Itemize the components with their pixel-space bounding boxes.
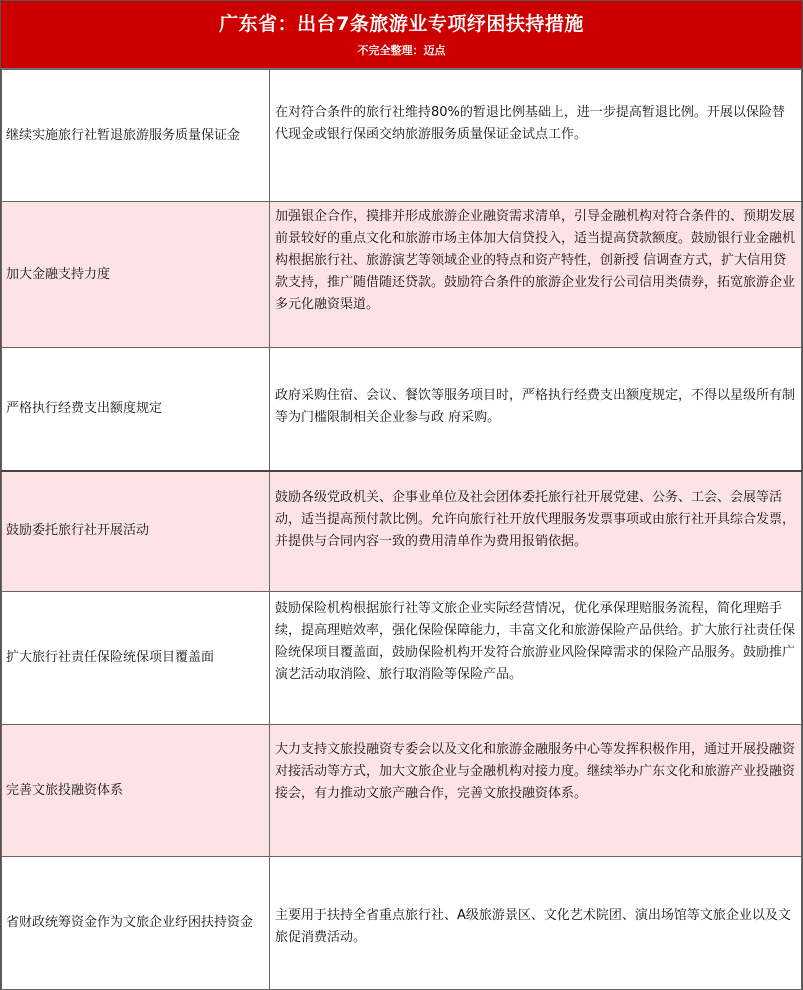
measure-name: 继续实施旅行社暂退旅游服务质量保证金 bbox=[2, 70, 270, 202]
measures-table bbox=[1, 69, 802, 990]
measure-name: 扩大旅行社责任保险统保项目覆盖面 bbox=[2, 592, 270, 725]
measure-detail: 政府采购住宿、会议、餐饮等服务项目时，严格执行经费支出额度规定，不得以星级所有制等为门槛限制相关企业参与政 府采购。 bbox=[270, 348, 802, 471]
measure-detail: 主要用于扶持全省重点旅行社、A级旅游景区、文化艺术院团、演出场馆等文旅企业以及文旅促消费活动。 bbox=[270, 857, 802, 990]
page-title: 广东省：出台7条旅游业专项纾困扶持措施 bbox=[219, 13, 584, 35]
measure-name: 完善文旅投融资体系 bbox=[2, 725, 270, 857]
measure-name: 加大金融支持力度 bbox=[2, 202, 270, 348]
measure-name: 省财政统筹资金作为文旅企业纾困扶持资金 bbox=[2, 857, 270, 990]
measure-name: 严格执行经费支出额度规定 bbox=[2, 348, 270, 471]
title-banner bbox=[1, 1, 802, 69]
table-row bbox=[2, 857, 802, 990]
table-row bbox=[2, 592, 802, 725]
measure-detail: 鼓励保险机构根据旅行社等文旅企业实际经营情况，优化承保理赔服务流程，简化理赔手续，提高理赔效率，强化保险保障能力，丰富文化和旅游保险产品供给。扩大旅行社责任保险统保项目覆盖面，鼓励保险机构开发符合旅游业风险保障需求的保险产品服务。鼓励推广演艺活动取消险、旅行取消险等保险产品。 bbox=[270, 592, 802, 725]
table-row bbox=[2, 70, 802, 202]
source-credit: 不完全整理：迈点 bbox=[357, 44, 446, 57]
measure-name: 鼓励委托旅行社开展活动 bbox=[2, 471, 270, 592]
table-row bbox=[2, 471, 802, 592]
measure-detail: 鼓励各级党政机关、企事业单位及社会团体委托旅行社开展党建、公务、工会、会展等活动，适当提高预付款比例。允许向旅行社开放代理服务发票事项或由旅行社开具综合发票，并提供与合同内容一致的费用清单作为费用报销依据。 bbox=[270, 471, 802, 592]
table-row bbox=[2, 348, 802, 471]
table-row bbox=[2, 725, 802, 857]
measure-detail: 加强银企合作，摸排并形成旅游企业融资需求清单，引导金融机构对符合条件的、预期发展前景较好的重点文化和旅游市场主体加大信贷投入，适当提高贷款额度。鼓励银行业金融机构根据旅行社、旅游演艺等领域企业的特点和资产特性，创新授 信调查方式，扩大信用贷款支持，推广随借随还贷款。鼓励符合条件的旅游企业发行公司信用类债券，拓宽旅游企业多元化融资渠道。 bbox=[270, 202, 802, 348]
table-row bbox=[2, 202, 802, 348]
measure-detail: 大力支持文旅投融资专委会以及文化和旅游金融服务中心等发挥积极作用，通过开展投融资对接活动等方式，加大文旅企业与金融机构对接力度。继续举办广东文化和旅游产业投融资接会，有力推动文旅产融合作，完善文旅投融资体系。 bbox=[270, 725, 802, 857]
measure-detail: 在对符合条件的旅行社维持80%的暂退比例基础上，进一步提高暂退比例。开展以保险替代现金或银行保函交纳旅游服务质量保证金试点工作。 bbox=[270, 70, 802, 202]
